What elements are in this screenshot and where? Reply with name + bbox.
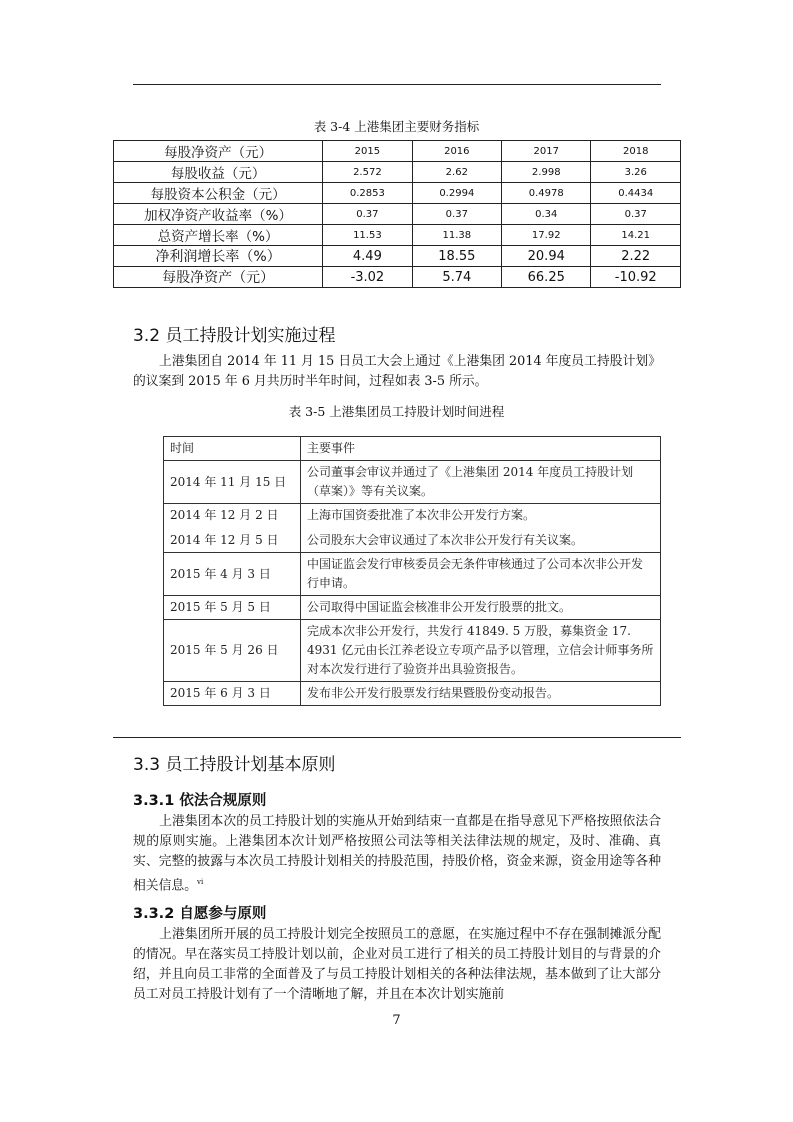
cell-value: 0.4978 xyxy=(502,183,591,204)
row-label: 净利润增长率（%） xyxy=(114,246,323,267)
cell-value: 66.25 xyxy=(502,267,591,288)
cell-value: 2017 xyxy=(502,141,591,162)
subsection-3-3-2-title: 3.3.2 自愿参与原则 xyxy=(133,906,267,922)
cell-value: 2016 xyxy=(412,141,501,162)
row-event-line: 上海市国资委批准了本次非公开发行方案。 xyxy=(307,508,536,522)
timeline-table xyxy=(163,436,661,706)
row-date: 2015 年 5 月 5 日 xyxy=(164,596,301,620)
row-event: 发布非公开发行股票发行结果暨股份变动报告。 xyxy=(301,682,661,706)
cell-value: 2.998 xyxy=(502,162,591,183)
table-row xyxy=(164,620,661,682)
table-row xyxy=(114,183,681,204)
row-label: 每股净资产（元） xyxy=(114,141,323,162)
cell-value: 17.92 xyxy=(502,225,591,246)
financial-indicators-table xyxy=(113,140,681,288)
cell-value: 18.55 xyxy=(412,246,501,267)
subsection-3-3-2-text: 上港集团所开展的员工持股计划完全按照员工的意愿，在实施过程中不存在强制摊派分配的情况。早在落实员工持股计划以前，企业对员工进行了相关的员工持股计划目的与背景的介绍，并且向员工非常的全面普及了与员工持股计划相关的各种法律法规，基本做到了让大部分员工对员工持股计划有了一个清晰地了解，并且在本次计划实施前 xyxy=(133,927,661,1002)
subsection-3-3-1-title: 3.3.1 依法合规原则 xyxy=(133,793,267,809)
row-label: 总资产增长率（%） xyxy=(114,225,323,246)
cell-value: -10.92 xyxy=(591,267,681,288)
table-row xyxy=(164,461,661,504)
table-row xyxy=(164,504,661,553)
row-event-line: 公司股东大会审议通过了本次非公开发行有关议案。 xyxy=(307,533,584,547)
cell-value: 3.26 xyxy=(591,162,681,183)
table-row xyxy=(114,141,681,162)
cell-value: 0.34 xyxy=(502,204,591,225)
table-3-5-caption: 表 3-5 上港集团员工持股计划时间进程 xyxy=(288,404,505,419)
section-divider xyxy=(113,737,681,738)
table-3-4-caption: 表 3-4 上港集团主要财务指标 xyxy=(313,119,480,134)
cell-value: 2.22 xyxy=(591,246,681,267)
cell-value: 11.38 xyxy=(412,225,501,246)
cell-value: 2.572 xyxy=(323,162,412,183)
cell-value: -3.02 xyxy=(323,267,412,288)
table-row xyxy=(114,267,681,288)
row-label: 每股收益（元） xyxy=(114,162,323,183)
cell-value: 14.21 xyxy=(591,225,681,246)
row-event xyxy=(301,504,661,553)
row-label: 每股净资产（元） xyxy=(114,267,323,288)
cell-value: 0.37 xyxy=(591,204,681,225)
endnote-marker: vi xyxy=(196,878,204,886)
subsection-3-3-2-paragraph xyxy=(133,925,661,1005)
row-label: 加权净资产收益率（%） xyxy=(114,204,323,225)
table-row xyxy=(114,225,681,246)
cell-value: 5.74 xyxy=(412,267,501,288)
page-number: 7 xyxy=(392,1013,401,1028)
row-date: 2014 年 11 月 15 日 xyxy=(164,461,301,504)
cell-value: 0.37 xyxy=(412,204,501,225)
cell-value: 2.62 xyxy=(412,162,501,183)
section-3-2-paragraph xyxy=(133,352,661,392)
table-row xyxy=(114,204,681,225)
cell-value: 2018 xyxy=(591,141,681,162)
cell-value: 0.2853 xyxy=(323,183,412,204)
cell-value: 11.53 xyxy=(323,225,412,246)
cell-value: 4.49 xyxy=(323,246,412,267)
row-date-line: 2014 年 12 月 2 日 xyxy=(170,508,279,522)
row-date-line: 2014 年 12 月 5 日 xyxy=(170,533,279,547)
subsection-3-3-1-paragraph xyxy=(133,812,661,896)
table-header-row xyxy=(164,437,661,461)
cell-value: 2015 xyxy=(323,141,412,162)
cell-value: 0.4434 xyxy=(591,183,681,204)
header-rule xyxy=(133,84,661,85)
row-event: 完成本次非公开发行，共发行 41849. 5 万股，募集资金 17. 4931 亿元由长江养老设立专项产品予以管理，立信会计师事务所对本次发行进行了验资并出具验资报告。 xyxy=(301,620,661,682)
table-row xyxy=(164,682,661,706)
table-row xyxy=(164,553,661,596)
table-row xyxy=(114,246,681,267)
cell-value: 20.94 xyxy=(502,246,591,267)
row-date xyxy=(164,504,301,553)
section-3-2-title: 3.2 员工持股计划实施过程 xyxy=(133,326,336,346)
row-event: 公司董事会审议并通过了《上港集团 2014 年度员工持股计划（草案）》等有关议案。 xyxy=(301,461,661,504)
row-date: 2015 年 6 月 3 日 xyxy=(164,682,301,706)
row-event: 公司取得中国证监会核准非公开发行股票的批文。 xyxy=(301,596,661,620)
table-row xyxy=(114,162,681,183)
header-event: 主要事件 xyxy=(301,437,661,461)
header-time: 时间 xyxy=(164,437,301,461)
cell-value: 0.2994 xyxy=(412,183,501,204)
subsection-3-3-1-text: 上港集团本次的员工持股计划的实施从开始到结束一直都是在指导意见下严格按照依法合规的原则实施。上港集团本次计划严格按照公司法等相关法律法规的规定，及时、准确、真实、完整的披露与本次员工持股计划相关的持股范围，持股价格，资金来源，资金用途等各种相关信息。 xyxy=(133,814,661,894)
row-date: 2015 年 5 月 26 日 xyxy=(164,620,301,682)
row-label: 每股资本公积金（元） xyxy=(114,183,323,204)
row-event: 中国证监会发行审核委员会无条件审核通过了公司本次非公开发行申请。 xyxy=(301,553,661,596)
row-date: 2015 年 4 月 3 日 xyxy=(164,553,301,596)
section-3-2-text: 上港集团自 2014 年 11 月 15 日员工大会上通过《上港集团 2014 年度员工持股计划》的议案到 2015 年 6 月共历时半年时间，过程如表 3-5 所示。 xyxy=(133,354,661,389)
section-3-3-title: 3.3 员工持股计划基本原则 xyxy=(133,755,336,775)
table-row xyxy=(164,596,661,620)
cell-value: 0.37 xyxy=(323,204,412,225)
